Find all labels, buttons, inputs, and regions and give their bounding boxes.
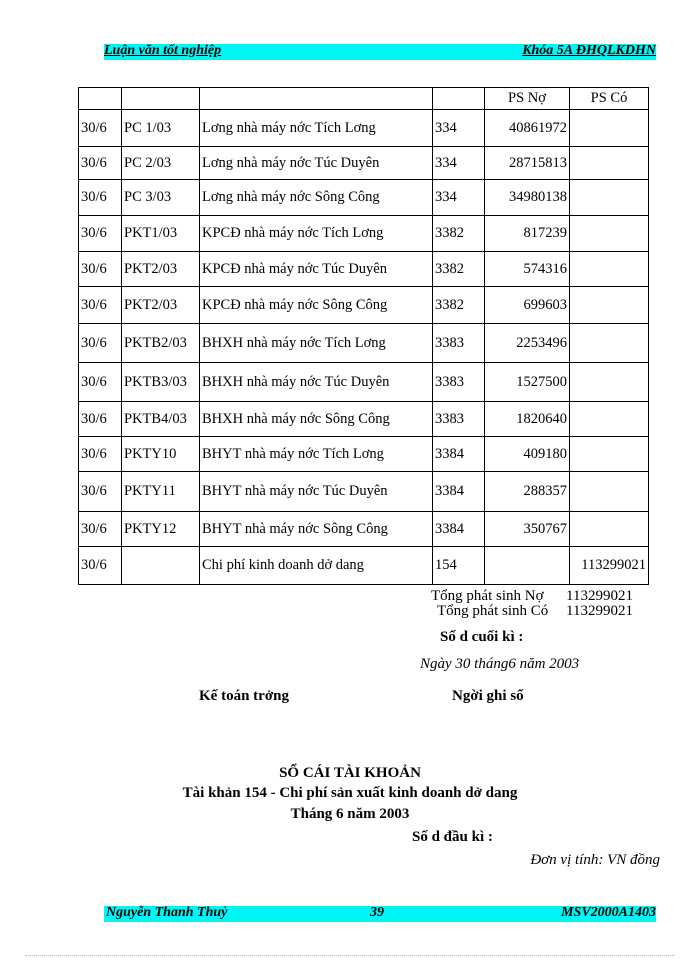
cell-account: 154 bbox=[433, 547, 485, 585]
cell-debit bbox=[485, 547, 570, 585]
cell-debit: 28715813 bbox=[485, 147, 570, 180]
cell-credit bbox=[570, 110, 649, 147]
page-header bbox=[104, 44, 656, 60]
header-ps-no: PS Nợ bbox=[485, 88, 570, 110]
date-line: Ngày 30 tháng6 năm 2003 bbox=[420, 656, 580, 672]
cell-voucher: PKTY10 bbox=[122, 437, 200, 472]
ledger-title: SỔ CÁI TÀI KHOẢN bbox=[279, 765, 421, 781]
cell-voucher: PKT2/03 bbox=[122, 287, 200, 324]
cell-voucher: PKTB2/03 bbox=[122, 324, 200, 363]
cell-debit: 2253496 bbox=[485, 324, 570, 363]
total-debit-label: Tổng phát sinh Nợ bbox=[431, 588, 544, 604]
table-row bbox=[79, 512, 649, 547]
cell-voucher: PC 1/03 bbox=[122, 110, 200, 147]
cell-date: 30/6 bbox=[79, 512, 122, 547]
header-cell bbox=[79, 88, 122, 110]
cell-credit bbox=[570, 216, 649, 252]
total-credit-value: 113299021 bbox=[566, 603, 633, 619]
cell-credit: 113299021 bbox=[570, 547, 649, 585]
cell-credit bbox=[570, 324, 649, 363]
cell-debit: 409180 bbox=[485, 437, 570, 472]
cell-voucher bbox=[122, 547, 200, 585]
table-row bbox=[79, 363, 649, 402]
cell-date: 30/6 bbox=[79, 324, 122, 363]
cell-voucher: PKT1/03 bbox=[122, 216, 200, 252]
cell-date: 30/6 bbox=[79, 287, 122, 324]
cell-voucher: PKTB3/03 bbox=[122, 363, 200, 402]
accountant-signature-label: Kế toán trởng bbox=[199, 688, 289, 704]
ledger-account: Tài khản 154 - Chi phí sản xuất kinh doanh dở dang bbox=[182, 785, 518, 801]
cell-account: 3384 bbox=[433, 437, 485, 472]
cell-description: BHYT nhà máy nớc Túc Duyên bbox=[200, 472, 433, 512]
cell-date: 30/6 bbox=[79, 147, 122, 180]
footer-author: Nguyễn Thanh Thuỷ bbox=[106, 905, 228, 920]
header-thesis-label: Luận văn tốt nghiệp bbox=[104, 43, 222, 58]
cell-credit bbox=[570, 180, 649, 216]
cell-date: 30/6 bbox=[79, 110, 122, 147]
unit-label: Đơn vị tính: VN đồng bbox=[530, 852, 660, 868]
cell-description: BHXH nhà máy nớc Sông Công bbox=[200, 402, 433, 437]
cell-credit bbox=[570, 437, 649, 472]
cell-credit bbox=[570, 402, 649, 437]
cell-voucher: PKTY12 bbox=[122, 512, 200, 547]
recorder-signature-label: Ngời ghi sổ bbox=[452, 688, 524, 704]
ledger-month: Tháng 6 năm 2003 bbox=[290, 806, 410, 822]
table-row bbox=[79, 287, 649, 324]
ledger-table bbox=[78, 87, 649, 585]
cell-description: KPCĐ nhà máy nớc Tích Lơng bbox=[200, 216, 433, 252]
total-credit-label: Tổng phát sinh Có bbox=[437, 603, 549, 619]
table-row bbox=[79, 547, 649, 585]
cell-debit: 350767 bbox=[485, 512, 570, 547]
cell-account: 334 bbox=[433, 147, 485, 180]
cell-description: KPCĐ nhà máy nớc Sông Công bbox=[200, 287, 433, 324]
cell-voucher: PKT2/03 bbox=[122, 252, 200, 287]
cell-credit bbox=[570, 252, 649, 287]
cell-credit bbox=[570, 287, 649, 324]
cell-debit: 40861972 bbox=[485, 110, 570, 147]
cell-account: 3382 bbox=[433, 252, 485, 287]
cell-date: 30/6 bbox=[79, 363, 122, 402]
header-cell bbox=[122, 88, 200, 110]
cell-credit bbox=[570, 147, 649, 180]
cell-credit bbox=[570, 363, 649, 402]
cell-date: 30/6 bbox=[79, 437, 122, 472]
page-footer bbox=[104, 906, 656, 922]
table-row bbox=[79, 402, 649, 437]
cell-debit: 817239 bbox=[485, 216, 570, 252]
cell-account: 3382 bbox=[433, 216, 485, 252]
cell-date: 30/6 bbox=[79, 472, 122, 512]
table-row bbox=[79, 252, 649, 287]
cell-voucher: PC 2/03 bbox=[122, 147, 200, 180]
cell-description: BHXH nhà máy nớc Tích Lơng bbox=[200, 324, 433, 363]
table-row bbox=[79, 110, 649, 147]
table-row bbox=[79, 180, 649, 216]
cell-description: Lơng nhà máy nớc Sông Công bbox=[200, 180, 433, 216]
cell-account: 3383 bbox=[433, 324, 485, 363]
cell-account: 3384 bbox=[433, 512, 485, 547]
table-row bbox=[79, 324, 649, 363]
cell-description: BHYT nhà máy nớc Tích Lơng bbox=[200, 437, 433, 472]
header-course-label: Khóa 5A ĐHQLKDHN bbox=[522, 43, 656, 58]
page-bottom-divider bbox=[25, 955, 675, 956]
cell-description: Lơng nhà máy nớc Tích Lơng bbox=[200, 110, 433, 147]
cell-debit: 1820640 bbox=[485, 402, 570, 437]
cell-account: 334 bbox=[433, 110, 485, 147]
closing-balance-label: Số d cuối kì : bbox=[440, 629, 524, 645]
cell-date: 30/6 bbox=[79, 180, 122, 216]
table-header-row bbox=[79, 88, 649, 110]
cell-debit: 288357 bbox=[485, 472, 570, 512]
cell-voucher: PC 3/03 bbox=[122, 180, 200, 216]
cell-debit: 699603 bbox=[485, 287, 570, 324]
cell-date: 30/6 bbox=[79, 547, 122, 585]
cell-account: 3383 bbox=[433, 363, 485, 402]
total-debit-value: 113299021 bbox=[566, 588, 633, 604]
cell-description: KPCĐ nhà máy nớc Túc Duyên bbox=[200, 252, 433, 287]
table-row bbox=[79, 216, 649, 252]
table-row bbox=[79, 147, 649, 180]
cell-voucher: PKTY11 bbox=[122, 472, 200, 512]
cell-date: 30/6 bbox=[79, 252, 122, 287]
header-cell bbox=[200, 88, 433, 110]
header-ps-co: PS Có bbox=[570, 88, 649, 110]
cell-credit bbox=[570, 472, 649, 512]
cell-date: 30/6 bbox=[79, 216, 122, 252]
cell-description: BHYT nhà máy nớc Sông Công bbox=[200, 512, 433, 547]
cell-credit bbox=[570, 512, 649, 547]
cell-account: 334 bbox=[433, 180, 485, 216]
cell-account: 3382 bbox=[433, 287, 485, 324]
cell-description: BHXH nhà máy nớc Túc Duyên bbox=[200, 363, 433, 402]
table-row bbox=[79, 472, 649, 512]
cell-account: 3384 bbox=[433, 472, 485, 512]
cell-debit: 1527500 bbox=[485, 363, 570, 402]
opening-balance-label: Số d đầu kì : bbox=[412, 829, 493, 845]
cell-debit: 574316 bbox=[485, 252, 570, 287]
cell-account: 3383 bbox=[433, 402, 485, 437]
footer-student-code: MSV2000A1403 bbox=[561, 905, 656, 920]
cell-description: Lơng nhà máy nớc Túc Duyên bbox=[200, 147, 433, 180]
table-row bbox=[79, 437, 649, 472]
cell-debit: 34980138 bbox=[485, 180, 570, 216]
cell-description: Chi phí kinh doanh dở dang bbox=[200, 547, 433, 585]
footer-page-number: 39 bbox=[370, 905, 384, 920]
cell-voucher: PKTB4/03 bbox=[122, 402, 200, 437]
cell-date: 30/6 bbox=[79, 402, 122, 437]
header-cell bbox=[433, 88, 485, 110]
